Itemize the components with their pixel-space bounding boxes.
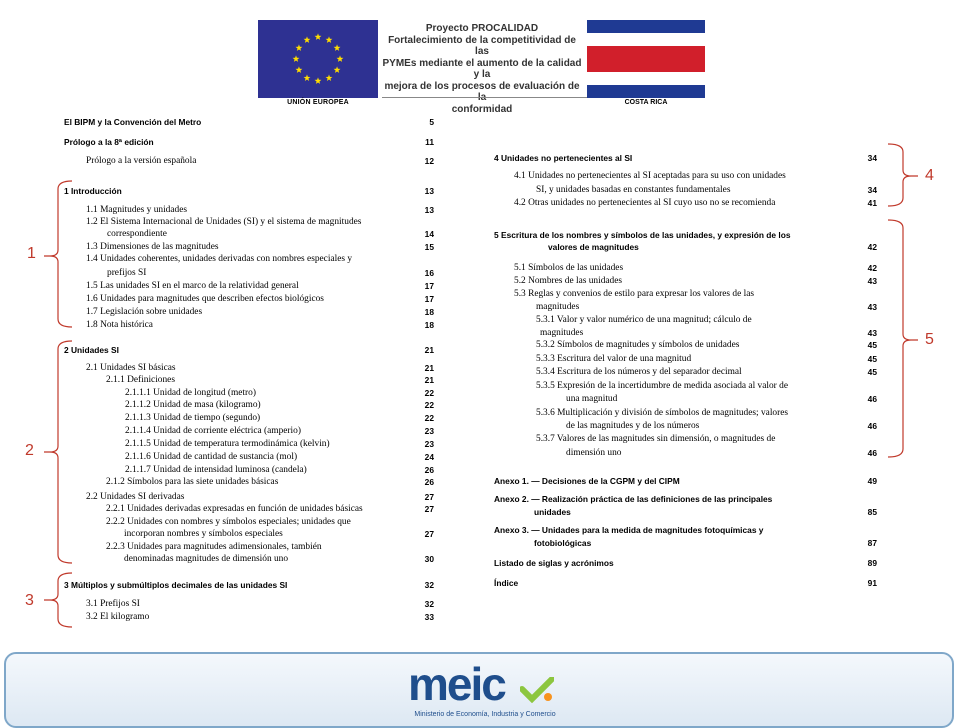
project-title-line: Fortalecimiento de la competitividad de las [388, 34, 576, 57]
left-bracket-2 [44, 341, 72, 563]
toc-entry: 2.1.2 Símbolos para las siete unidades básicas [106, 477, 279, 487]
toc-page-number: 22 [424, 413, 434, 423]
toc-page-number: 46 [867, 394, 877, 404]
toc-page-number: 41 [867, 198, 877, 208]
toc-entry: 1 Introducción [64, 186, 122, 196]
toc-page-number: 12 [424, 156, 434, 166]
toc-entry: Prólogo a la versión española [86, 156, 197, 166]
toc-page-number: 17 [424, 281, 434, 291]
project-title-line: Proyecto PROCALIDAD [425, 23, 539, 34]
toc-entry: 2.1.1.2 Unidad de masa (kilogramo) [125, 400, 261, 410]
bracket-label-3: 3 [25, 592, 34, 609]
toc-entry: 2.1.1.3 Unidad de tiempo (segundo) [125, 413, 261, 423]
toc-entry: 1.2 El Sistema Internacional de Unidades (SI) y el sistema de magnitudes [86, 217, 362, 227]
toc-entry: 1.4 Unidades coherentes, unidades derivadas con nombres especiales y [86, 254, 353, 264]
toc-page-number: 14 [424, 229, 434, 239]
toc-entry: 2.1.1.7 Unidad de intensidad luminosa (candela) [125, 465, 307, 475]
toc-entry: unidades [534, 507, 571, 517]
toc-entry: 4 Unidades no pertenecientes al SI [494, 153, 633, 163]
toc-entry: 3.1 Prefijos SI [86, 599, 140, 609]
toc-entry: Prólogo a la 8ª edición [64, 137, 154, 147]
toc-entry: 1.3 Dimensiones de las magnitudes [86, 242, 219, 252]
toc-entry: 5.1 Símbolos de las unidades [514, 263, 624, 273]
toc-page-number: 87 [867, 538, 877, 548]
toc-entry: 5.3 Reglas y convenios de estilo para expresar los valores de las [514, 289, 755, 299]
toc-entry: 1.5 Las unidades SI en el marco de la relatividad general [86, 281, 299, 291]
toc-page-number: 21 [424, 345, 434, 355]
toc-entry: prefijos SI [107, 268, 147, 278]
toc-entry: magnitudes [536, 302, 580, 312]
left-bracket-3 [44, 573, 72, 627]
toc-entry: Anexo 2. — Realización práctica de las definiciones de las principales [494, 494, 773, 504]
bracket-label-5: 5 [925, 331, 934, 348]
check-mark-icon [520, 677, 554, 703]
toc-entry: 2.2.3 Unidades para magnitudes adimensionales, también [106, 542, 322, 552]
toc-entry: 5.3.5 Expresión de la incertidumbre de medida asociada al valor de [536, 381, 788, 391]
bracket-label-4: 4 [925, 167, 934, 184]
bracket-label-2: 2 [25, 442, 34, 459]
toc-page-number: 13 [424, 205, 434, 215]
toc-page-number: 43 [867, 328, 877, 338]
toc-page-number: 89 [867, 558, 877, 568]
toc-entry: 2.1 Unidades SI básicas [86, 363, 176, 373]
toc-entry: dimensión uno [566, 448, 622, 458]
toc-entry: 2.2 Unidades SI derivadas [86, 492, 185, 502]
toc-entry: de las magnitudes y de los números [566, 421, 700, 431]
toc-entry: fotobiológicas [534, 538, 592, 548]
toc-entry: Listado de siglas y acrónimos [494, 558, 614, 568]
toc-entry: SI, y unidades basadas en constantes fundamentales [536, 185, 731, 195]
toc-page-number: 32 [424, 599, 434, 609]
toc-page-number: 49 [867, 476, 877, 486]
project-title-line: conformidad [451, 103, 513, 115]
toc-page-number: 43 [867, 276, 877, 286]
toc-page-number: 15 [424, 242, 434, 252]
toc-page-number: 33 [424, 612, 434, 622]
toc-entry: 3 Múltiplos y submúltiplos decimales de las unidades SI [64, 580, 288, 590]
toc-entry: 1.7 Legislación sobre unidades [86, 307, 203, 317]
right-bracket-4 [888, 144, 918, 206]
toc-entry: 5.3.1 Valor y valor numérico de una magnitud; cálculo de [536, 315, 752, 325]
toc-page-number: 30 [424, 554, 434, 564]
toc-page-number: 22 [424, 388, 434, 398]
toc-page-number: 21 [424, 363, 434, 373]
left-bracket-1 [44, 181, 72, 327]
toc-page-number: 85 [867, 507, 877, 517]
toc-page-number: 46 [867, 448, 877, 458]
toc-page-number: 27 [424, 492, 434, 502]
toc-entry: magnitudes [540, 328, 584, 338]
toc-page-number: 5 [429, 117, 434, 127]
toc-entry: 4.2 Otras unidades no pertenecientes al SI cuyo uso no se recomienda [514, 198, 776, 208]
toc-page-number: 13 [424, 186, 434, 196]
toc-entry: incorporan nombres y símbolos especiales [124, 529, 283, 539]
toc-entry: 5.3.6 Multiplicación y división de símbolos de magnitudes; valores [536, 408, 789, 418]
toc-page-number: 11 [425, 137, 434, 147]
toc-entry: 5 Escritura de los nombres y símbolos de las unidades, y expresión de los [494, 230, 791, 240]
toc-page-number: 45 [867, 367, 877, 377]
toc-page-number: 18 [424, 320, 434, 330]
toc-entry: 3.2 El kilogramo [86, 612, 150, 622]
toc-page-number: 24 [424, 452, 434, 462]
toc-page-number: 42 [867, 263, 877, 273]
toc-page-number: 16 [424, 268, 434, 278]
toc-page-number: 42 [867, 242, 877, 252]
toc-entry: 1.6 Unidades para magnitudes que describen efectos biológicos [86, 294, 324, 304]
toc-entry: 5.3.4 Escritura de los números y del separador decimal [536, 367, 742, 377]
toc-page-number: 27 [424, 529, 434, 539]
toc-entry: 2 Unidades SI [64, 345, 119, 355]
toc-entry: 1.1 Magnitudes y unidades [86, 205, 188, 215]
toc-page-number: 46 [867, 421, 877, 431]
project-title-line: mejora de los procesos de evaluación de [384, 80, 580, 92]
toc-page-number: 26 [424, 477, 434, 487]
bracket-label-1: 1 [27, 245, 36, 262]
toc-entry: Anexo 1. — Decisiones de la CGPM y del CIPM [494, 476, 680, 486]
toc-entry: 2.1.1.5 Unidad de temperatura termodinámica (kelvin) [125, 439, 330, 449]
toc-entry: Índice [494, 578, 519, 588]
project-title-line: PYMEs mediante el aumento de la calidad y la [382, 57, 582, 80]
toc-page-number: 91 [867, 578, 877, 588]
toc-entry: denominadas magnitudes de dimensión uno [124, 554, 289, 564]
toc-entry: 2.1.1 Definiciones [106, 375, 175, 385]
toc-entry: correspondiente [107, 229, 167, 239]
toc-page-number: 34 [867, 185, 877, 195]
toc-page-number: 23 [424, 426, 434, 436]
toc-page-number: 17 [424, 294, 434, 304]
toc-entry: 5.3.3 Escritura del valor de una magnitud [536, 354, 692, 364]
right-bracket-5 [888, 220, 918, 457]
toc-page-number: 22 [424, 400, 434, 410]
toc-page-number: 45 [867, 340, 877, 350]
toc-page-number: 21 [424, 375, 434, 385]
toc-entry: 2.2.1 Unidades derivadas expresadas en función de unidades básicas [106, 504, 363, 514]
toc-entry: Anexo 3. — Unidades para la medida de magnitudes fotoquímicas y [494, 525, 764, 535]
toc-page-number: 32 [424, 580, 434, 590]
toc-page-number: 34 [867, 153, 877, 163]
toc-entry: 2.2.2 Unidades con nombres y símbolos especiales; unidades que [106, 517, 351, 527]
toc-page-number: 45 [867, 354, 877, 364]
toc-entry: 4.1 Unidades no pertenecientes al SI aceptadas para su uso con unidades [514, 171, 786, 181]
toc-page-number: 27 [424, 504, 434, 514]
toc-entry: 1.8 Nota histórica [86, 320, 153, 330]
toc-entry: El BIPM y la Convención del Metro [64, 117, 202, 127]
toc-entry: 2.1.1.6 Unidad de cantidad de sustancia (mol) [125, 452, 298, 462]
toc-page-number: 23 [424, 439, 434, 449]
toc-page-number: 26 [424, 465, 434, 475]
toc-page-number: 43 [867, 302, 877, 312]
toc-entry: 5.3.7 Valores de las magnitudes sin dimensión, o magnitudes de [536, 434, 776, 444]
cr-label: COSTA RICA [624, 99, 668, 106]
toc-entry: 2.1.1.4 Unidad de corriente eléctrica (amperio) [125, 426, 301, 436]
toc-entry: 5.2 Nombres de las unidades [514, 276, 623, 286]
toc-page-number: 18 [424, 307, 434, 317]
meic-logo-subtitle: Ministerio de Economía, Industria y Comercio [414, 711, 556, 718]
toc-entry: valores de magnitudes [548, 242, 639, 252]
eu-label: UNIÓN EUROPEA [287, 99, 349, 106]
toc-entry: una magnitud [566, 394, 618, 404]
meic-logo-text: meic [408, 658, 505, 710]
toc-entry: 2.1.1.1 Unidad de longitud (metro) [125, 388, 256, 398]
toc-entry: 5.3.2 Símbolos de magnitudes y símbolos de unidades [536, 340, 740, 350]
